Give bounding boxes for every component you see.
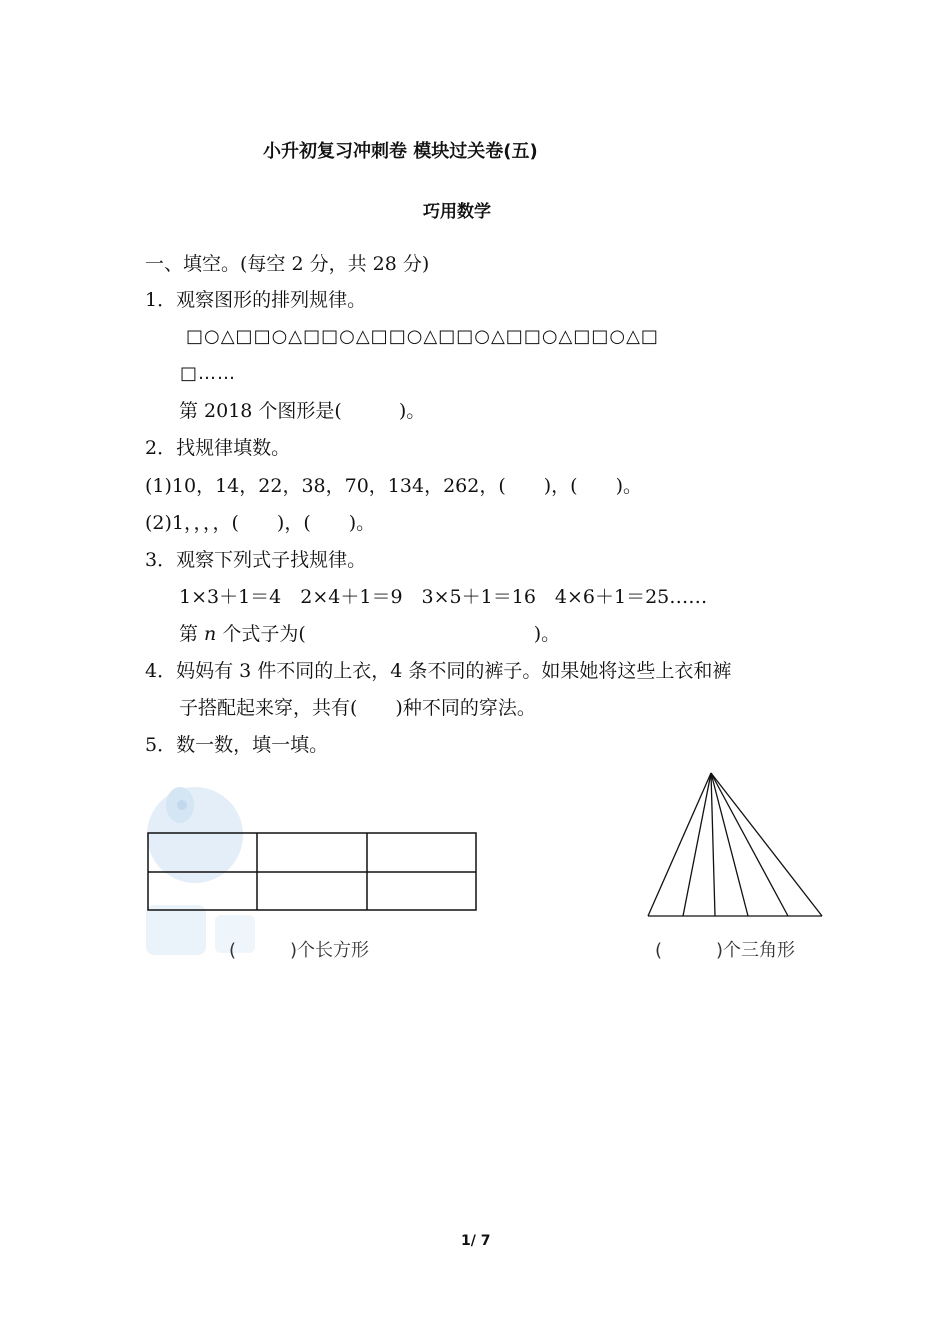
q1-shapes-line2: □…… (180, 363, 237, 384)
q3-ask-pre: 第 (179, 623, 205, 645)
triangle-count-caption: ( )个三角形 (655, 940, 796, 961)
rectangle-grid-figure (144, 829, 484, 919)
q1-shapes-line1: □○△□□○△□□○△□□○△□□○△□□○△□□○△□ (186, 326, 659, 347)
triangle-fan-figure (643, 768, 833, 923)
page-subtitle: 巧用数学 (423, 202, 491, 222)
rectangle-count-caption: ( )个长方形 (229, 940, 370, 961)
q4-line1: 4．妈妈有 3 件不同的上衣，4 条不同的裤子。如果她将这些上衣和裤 (145, 660, 732, 682)
q3-expressions: 1×3＋1＝4 2×4＋1＝9 3×5＋1＝16 4×6＋1＝25…… (179, 586, 708, 608)
q3-stem: 3．观察下列式子找规律。 (145, 549, 367, 571)
q3-ask (179, 622, 560, 646)
page-title: 小升初复习冲刺卷 模块过关卷(五) (263, 141, 538, 162)
page-number: 1/ 7 (461, 1233, 491, 1249)
q3-ask-variable: n (204, 623, 217, 645)
q4-line2: 子搭配起来穿，共有( )种不同的穿法。 (179, 697, 536, 719)
q5-stem: 5．数一数，填一填。 (145, 734, 329, 756)
q1-ask: 第 2018 个图形是( )。 (179, 400, 426, 422)
q3-ask-post: 个式子为( )。 (216, 623, 561, 645)
section-heading: 一、填空。(每空 2 分，共 28 分) (145, 253, 430, 275)
q2-part1: (1)10，14，22，38，70，134，262，( )，( )。 (145, 475, 642, 497)
q1-stem: 1．观察图形的排列规律。 (145, 289, 367, 311)
q2-part2: (2)1，，，，( )，( )。 (145, 512, 376, 534)
q2-stem: 2．找规律填数。 (145, 437, 291, 459)
